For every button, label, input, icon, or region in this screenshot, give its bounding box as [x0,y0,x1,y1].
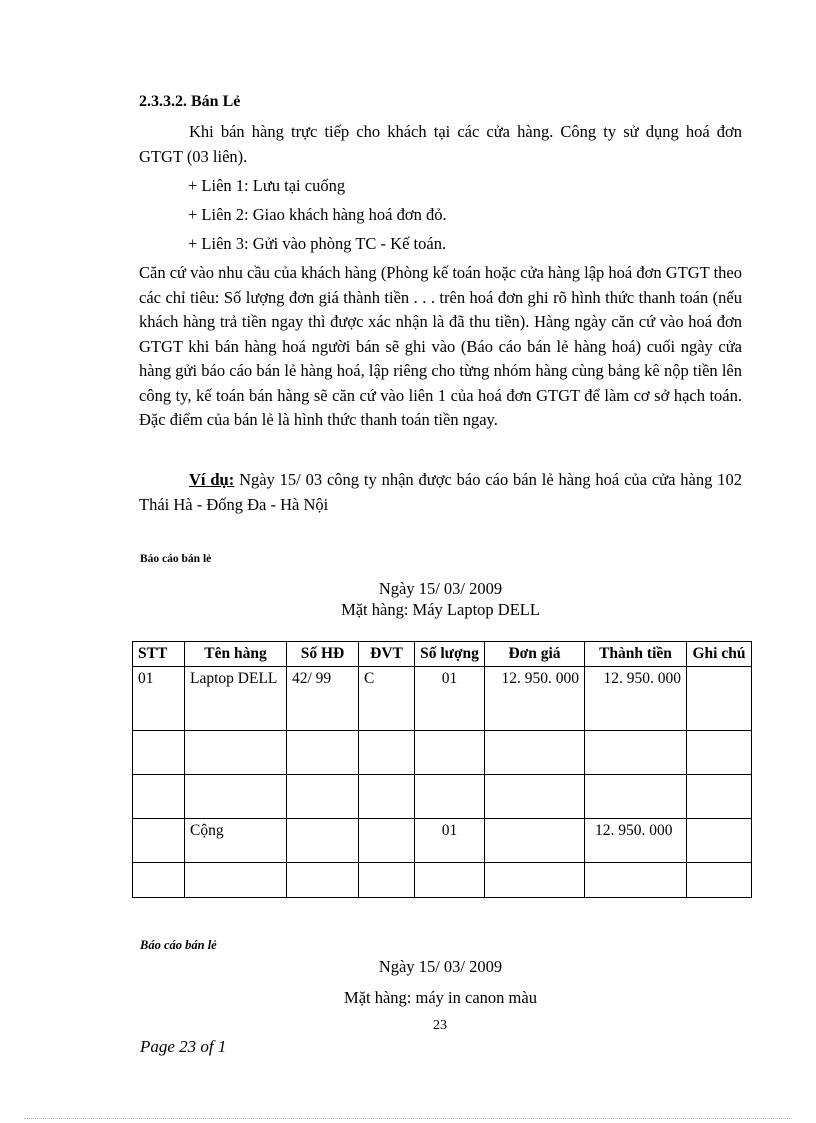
total-amount: 12. 950. 000 [585,819,687,863]
report2-label: Báo cáo bán lẻ [140,938,217,952]
table-row [133,667,752,731]
header-price: Đơn giá [485,642,585,667]
retail-report-table [132,641,752,898]
total-qty: 01 [415,819,485,863]
report2-item: Mặt hàng: máy in canon màu [344,988,537,1007]
lien-2: + Liên 2: Giao khách hàng hoá đơn đỏ. [188,205,447,224]
cell-qty: 01 [415,667,485,731]
header-qty: Số lượng [415,642,485,667]
total-label: Cộng [185,819,287,863]
cell-note [687,667,752,731]
body-paragraph: Căn cứ vào nhu cầu của khách hàng (Phòng kế toán hoặc cửa hàng lập hoá đơn GTGT theo các chỉ tiêu: Số lượng đơn giá thành tiền . . . trên hoá đơn ghi rõ hình thức thanh toán (nếu khách hàng trả tiền ngay thì được xác nhận là đã thu tiền). Hàng ngày căn cứ vào hoá đơn GTGT khi bán hàng hoá người bán sẽ ghi vào (Báo cáo bán lẻ hàng hoá) cuối ngày cửa hàng gửi báo cáo bán lẻ hàng hoá, lập riêng cho từng nhóm hàng cùng bảng kê nộp tiền lên công ty, kế toán bán hàng sẽ căn cứ vào liên 1 của hoá đơn GTGT để làm cơ sở hạch toán. Đặc điểm của bán lẻ là hình thức thanh toán tiền ngay. [139,263,742,429]
lien-3: + Liên 3: Gửi vào phòng TC - Kế toán. [188,234,447,253]
example-paragraph [139,468,742,517]
table-row-empty [133,775,752,819]
example-label: Ví dụ: [189,470,235,489]
report1-item: Mặt hàng: Máy Laptop DELL [341,600,540,619]
cell-amount: 12. 950. 000 [585,667,687,731]
table-header-row [133,642,752,667]
header-stt: STT [133,642,185,667]
page-bottom-border [24,1118,792,1119]
page-footer: Page 23 of 1 [140,1037,227,1056]
cell-name: Laptop DELL [185,667,287,731]
header-amount: Thành tiền [585,642,687,667]
cell-unit: C [359,667,415,731]
header-invoice: Số HĐ [287,642,359,667]
page-number: 23 [433,1018,447,1033]
section-heading: 2.3.3.2. Bán Lẻ [139,93,241,110]
table-row-empty [133,731,752,775]
intro-paragraph: Khi bán hàng trực tiếp cho khách tại các cửa hàng. Công ty sử dụng hoá đơn GTGT (03 liên). [139,122,742,166]
report1-label: Báo cáo bán lẻ [140,553,212,565]
table-total-row [133,819,752,863]
header-name: Tên hàng [185,642,287,667]
report2-date: Ngày 15/ 03/ 2009 [378,957,503,976]
table-row-empty [133,863,752,898]
example-text: Ngày 15/ 03 công ty nhận được báo cáo bán lẻ hàng hoá của cửa hàng 102 Thái Hà - Đống Đa - Hà Nội [139,470,742,514]
cell-price: 12. 950. 000 [485,667,585,731]
cell-stt: 01 [133,667,185,731]
report1-date: Ngày 15/ 03/ 2009 [378,579,503,598]
lien-1: + Liên 1: Lưu tại cuống [188,176,346,195]
header-note: Ghi chú [687,642,752,667]
header-unit: ĐVT [359,642,415,667]
cell-invoice: 42/ 99 [287,667,359,731]
